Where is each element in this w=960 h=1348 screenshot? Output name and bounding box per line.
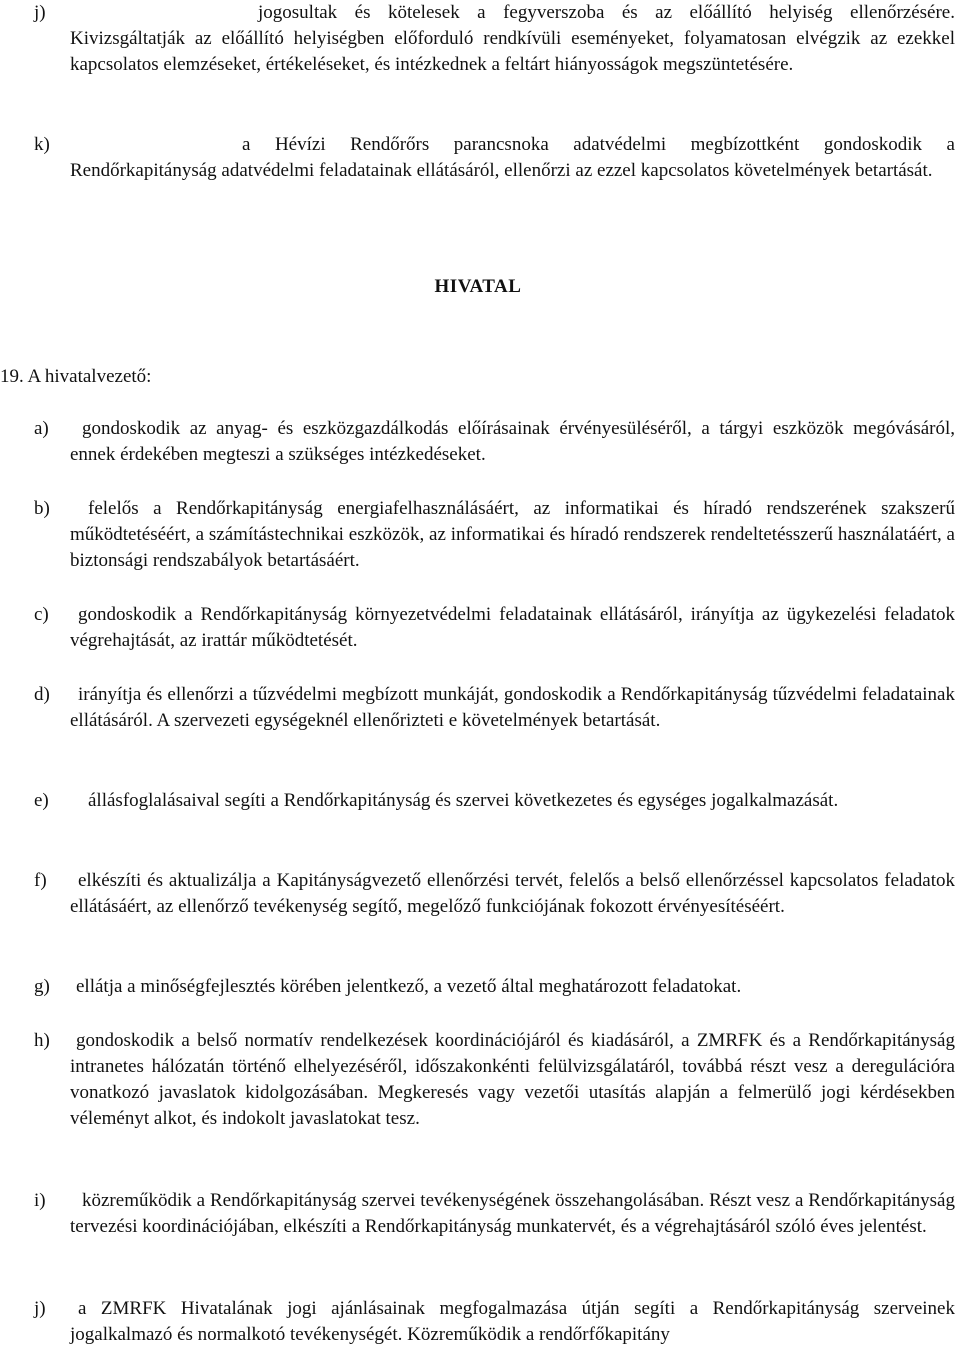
item-marker: j) [34, 2, 46, 23]
list-item-i: közreműködik a Rendőrkapitányság szervei tevékenységének összehangolásában. Részt vesz a Rendőrkapitányság tervezési koordinációjában, elkészíti a Rendőrkapitányság munkatervét, és a végrehajtásáról szóló éves jelentést. [70, 1190, 955, 1237]
item-marker: d) [34, 684, 50, 705]
item-marker: f) [34, 870, 47, 891]
list-item-a: gondoskodik az anyag- és eszközgazdálkodás előírásainak érvényesüléséről, a tárgyi eszközök megóvásáról, ennek érdekében megteszi a szükséges intézkedéseket. [70, 418, 955, 465]
list-item-f: elkészíti és aktualizálja a Kapitányságvezető ellenőrzési tervét, felelős a belső ellenőrzéssel kapcsolatos feladatok ellátásáért, az ellenőrző tevékenység segítő, megelőző funkciójának fokozott érvényesítéséért. [70, 870, 955, 917]
item-marker: g) [34, 976, 50, 997]
item-marker: j) [34, 1298, 46, 1319]
list-item-c: gondoskodik a Rendőrkapitányság környezetvédelmi feladatainak ellátásáról, irányítja az ügykezelési feladatok végrehajtását, az irattár működtetését. [70, 604, 955, 651]
list-item-e: állásfoglalásaival segíti a Rendőrkapitányság és szervei következetes és egységes jogalkalmazását. [88, 790, 839, 811]
section-title: 19. A hivatalvezető: [0, 366, 152, 387]
section-heading: HIVATAL [434, 276, 522, 297]
item-marker: c) [34, 604, 49, 625]
item-marker: a) [34, 418, 49, 439]
list-item-b: felelős a Rendőrkapitányság energiafelhasználásáért, az informatikai és híradó rendszerének szakszerű működtetéséért, a számítástechnikai eszközök, az informatikai és híradó rendszerek rendeltetésszerű használatáért, a biztonsági rendszabályok betartásáért. [70, 498, 955, 571]
list-item-g: ellátja a minőségfejlesztés körében jelentkező, a vezető által meghatározott feladatokat. [76, 976, 742, 997]
item-marker: i) [34, 1190, 46, 1211]
item-marker: b) [34, 498, 50, 519]
paragraph-k: a Hévízi Rendőrőrs parancsnoka adatvédelmi megbízottként gondoskodik a Rendőrkapitányság adatvédelmi feladatainak ellátásáról, ellenőrzi az ezzel kapcsolatos követelmények betartását. [70, 134, 955, 181]
item-marker: k) [34, 134, 50, 155]
paragraph-j-top: jogosultak és kötelesek a fegyverszoba és az előállító helyiség ellenőrzésére. Kivizsgáltatják az előállító helyiségben előforduló rendkívüli eseményeket, folyamatosan elvégzik az ezekkel kapcsolatos elemzéseket, értékeléseket, és intézkednek a feltárt hiányosságok megszüntetésére. [70, 2, 955, 75]
list-item-d: irányítja és ellenőrzi a tűzvédelmi megbízott munkáját, gondoskodik a Rendőrkapitányság tűzvédelmi feladatainak ellátásáról. A szervezeti egységeknél ellenőrizteti e követelmények betartását. [70, 684, 955, 731]
item-marker: h) [34, 1030, 50, 1051]
item-marker: e) [34, 790, 49, 811]
list-item-j: a ZMRFK Hivatalának jogi ajánlásainak megfogalmazása útján segíti a Rendőrkapitányság szerveinek jogalkalmazó és normalkotó tevékenységét. Közreműködik a rendőrfőkapitány [70, 1298, 955, 1345]
list-item-h: gondoskodik a belső normatív rendelkezések koordinációjáról és kiadásáról, a ZMRFK és a Rendőrkapitányság intranetes hálózatán történő elhelyezéséről, időszakonkénti felülvizsgálatáról, továbbá részt vesz a deregulációra vonatkozó javaslatok kidolgozásában. Megkeresés vagy vezetői utasítás alapján a felmerülő jogi kérdésekben véleményt alkot, és indokolt javaslatokat tesz. [70, 1030, 955, 1129]
